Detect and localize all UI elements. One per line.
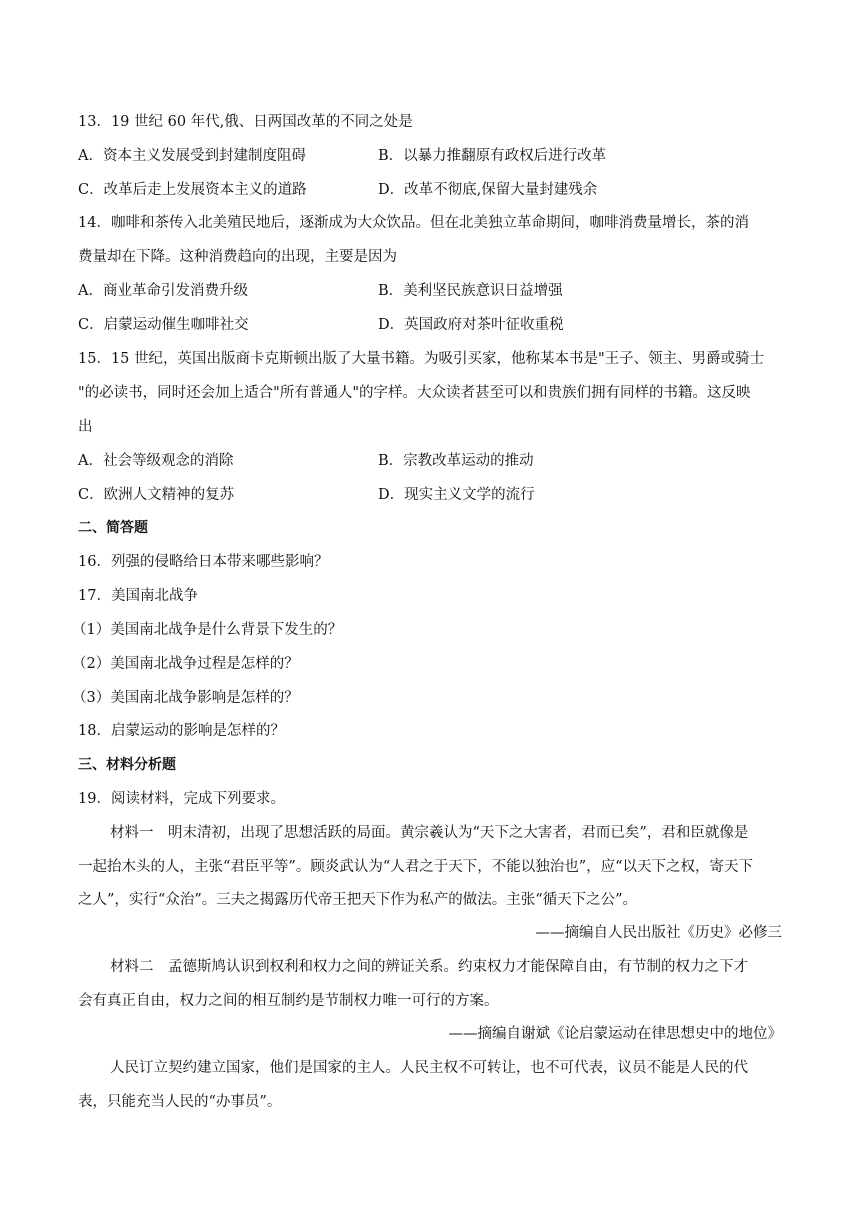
question-14-option-a: A．商业革命引发消费升级 [78, 283, 248, 299]
material-1-line-1: 材料一 明末清初，出现了思想活跃的局面。黄宗羲认为“天下之大害者，君而已矣”，君和臣就像是 [110, 825, 749, 841]
material-1-source: ——摘编自人民出版社《历史》必修三 [535, 925, 782, 941]
question-15-stem-line-2: "的必读书，同时还会加上适合"所有普通人"的字样。大众读者甚至可以和贵族们拥有同样的书籍。这反映 [78, 385, 751, 401]
question-17-sub-3: （3）美国南北战争影响是怎样的？ [72, 690, 299, 706]
section-heading-short-answer: 二、简答题 [78, 520, 148, 536]
question-14-options-row-2 [78, 315, 790, 335]
question-15-stem-line-1: 15．15 世纪，英国出版商卡克斯顿出版了大量书籍。为吸引买家，他称某本书是"王子、领主、男爵或骑士 [78, 351, 765, 367]
material-2-line-1: 材料二 孟德斯鸠认识到权利和权力之间的辨证关系。约束权力才能保障自由，有节制的权力之下才 [110, 959, 748, 975]
material-2-source: ——摘编自谢斌《论启蒙运动在律思想史中的地位》 [448, 1026, 782, 1042]
material-3-line-2: 表，只能充当人民的“办事员”。 [78, 1094, 282, 1110]
section-heading-material-analysis: 三、材料分析题 [78, 757, 176, 773]
question-14-options-row-1 [78, 281, 790, 301]
question-13-options-row-2 [78, 180, 790, 200]
question-16: 16．列强的侵略给日本带来哪些影响？ [78, 554, 329, 570]
question-14-option-c: C．启蒙运动催生咖啡社交 [78, 317, 249, 333]
material-3-line-1: 人民订立契约建立国家，他们是国家的主人。人民主权不可转让，也不可代表，议员不能是人民的代 [110, 1060, 748, 1076]
question-15-stem-line-3: 出 [78, 419, 93, 435]
question-15-option-c: C．欧洲人文精神的复苏 [78, 487, 235, 503]
question-13-option-c: C．改革后走上发展资本主义的道路 [78, 182, 307, 198]
material-1-line-3: 之人”，实行“众治”。三夫之揭露历代帝王把天下作为私产的做法。主张“循天下之公”。 [78, 892, 638, 908]
material-1-line-2: 一起抬木头的人，主张“君臣平等”。顾炎武认为“人君之于天下，不能以独治也”，应“以天下之权，寄天下 [78, 859, 754, 875]
question-15-options-row-1 [78, 451, 790, 471]
question-13-option-d: D．改革不彻底,保留大量封建残余 [378, 182, 598, 198]
question-13-option-b: B．以暴力推翻原有政权后进行改革 [378, 148, 607, 164]
question-17-stem: 17．美国南北战争 [78, 588, 198, 604]
question-14-stem-line-1: 14．咖啡和茶传入北美殖民地后，逐渐成为大众饮品。但在北美独立革命期间，咖啡消费量增长，茶的消 [78, 215, 749, 231]
question-15-option-d: D．现实主义文学的流行 [378, 487, 535, 503]
question-17-sub-2: （2）美国南北战争过程是怎样的？ [72, 656, 299, 672]
question-13-option-a: A．资本主义发展受到封建制度阻碍 [78, 148, 306, 164]
question-15-option-b: B．宗教改革运动的推动 [378, 453, 534, 469]
question-13-options-row-1 [78, 146, 790, 166]
question-15-options-row-2 [78, 485, 790, 505]
question-19-stem: 19．阅读材料，完成下列要求。 [78, 791, 285, 807]
question-18: 18．启蒙运动的影响是怎样的？ [78, 723, 285, 739]
question-14-option-d: D．英国政府对茶叶征收重税 [378, 317, 564, 333]
question-13-stem: 13．19 世纪 60 年代,俄、日两国改革的不同之处是 [78, 114, 413, 130]
question-14-option-b: B．美利坚民族意识日益增强 [378, 283, 563, 299]
question-15-option-a: A．社会等级观念的消除 [78, 453, 234, 469]
question-14-stem-line-2: 费量却在下降。这种消费趋向的出现，主要是因为 [78, 249, 397, 265]
material-2-line-2: 会有真正自由，权力之间的相互制约是节制权力唯一可行的方案。 [78, 993, 499, 1009]
question-17-sub-1: （1）美国南北战争是什么背景下发生的？ [72, 622, 343, 638]
